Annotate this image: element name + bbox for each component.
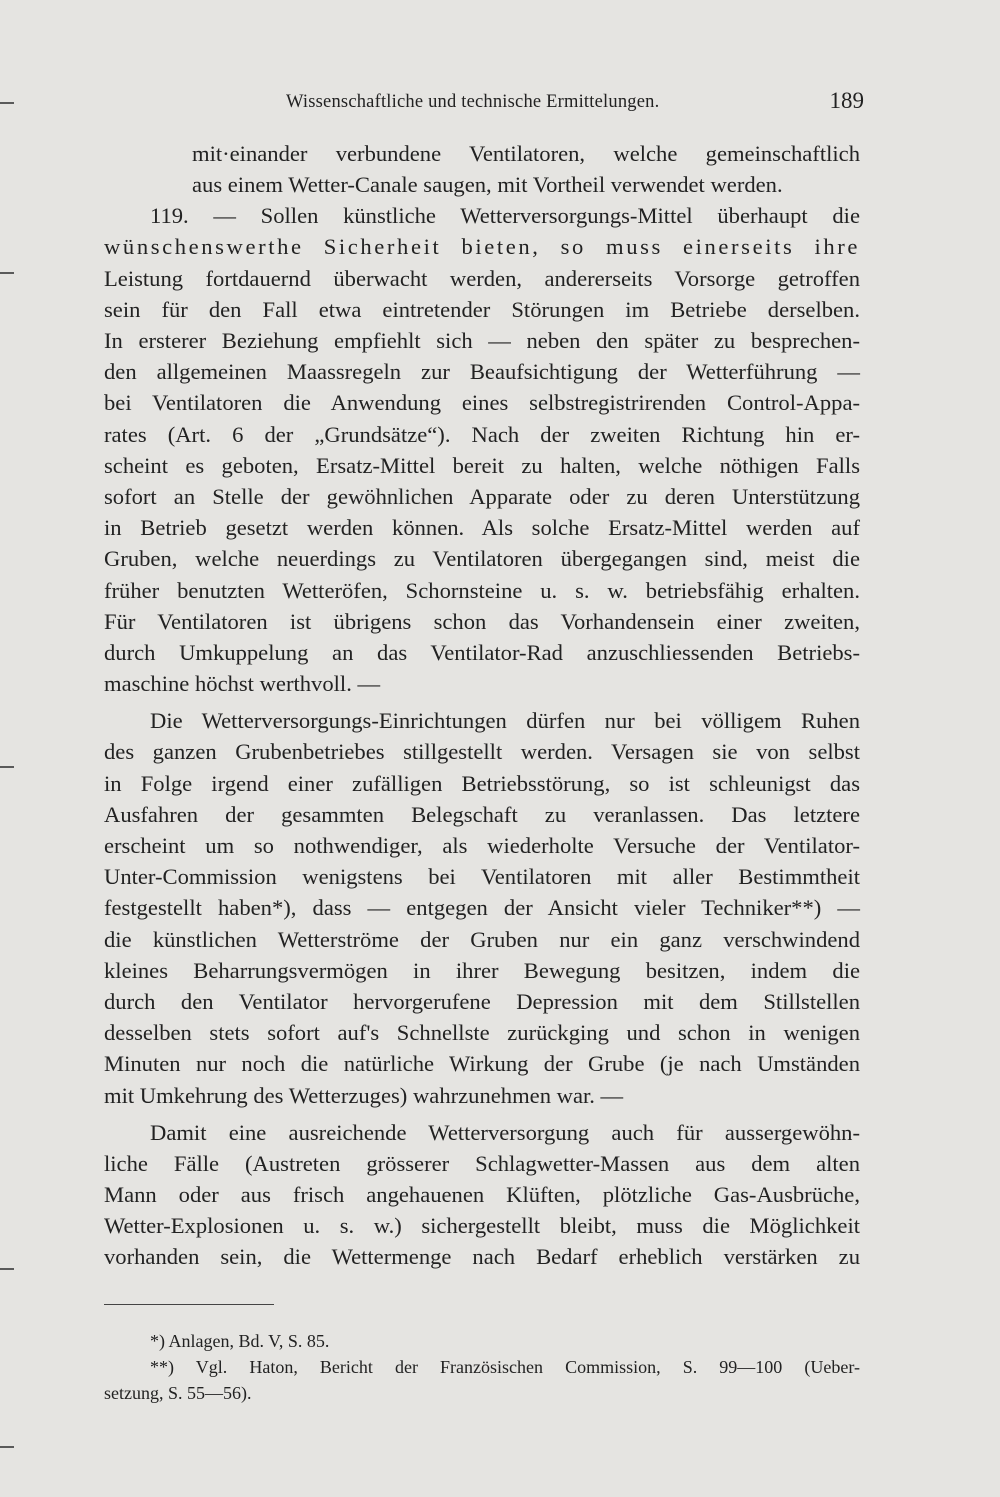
text-line: rates (Art. 6 der „Grundsätze“). Nach der zweiten Richtung hin er- xyxy=(104,422,860,447)
text-line: In ersterer Beziehung empfiehlt sich — neben den später zu besprechen- xyxy=(104,328,860,353)
text-line: festgestellt haben*), dass — entgegen der Ansicht vieler Techniker**) — xyxy=(104,895,860,920)
text-line: Damit eine ausreichende Wetterversorgung auch für aussergewöhn- xyxy=(150,1120,860,1145)
text-line: des ganzen Grubenbetriebes stillgestellt werden. Versagen sie von selbst xyxy=(104,739,860,764)
text-line: scheint es geboten, Ersatz-Mittel bereit zu halten, welche nöthigen Falls xyxy=(104,453,860,478)
text-line: Gruben, welche neuerdings zu Ventilatoren übergegangen sind, meist die xyxy=(104,546,860,571)
text-line: Leistung fortdauernd überwacht werden, andererseits Vorsorge getroffen xyxy=(104,266,860,291)
text-line: die künstlichen Wetterströme der Gruben nur ein ganz verschwindend xyxy=(104,927,860,952)
text-line: kleines Beharrungsvermögen in ihrer Bewegung besitzen, indem die xyxy=(104,958,860,983)
text-line: erscheint um so nothwendiger, als wiederholte Versuche der Ventilator- xyxy=(104,833,860,858)
text-line: Wetter-Explosionen u. s. w.) sichergestellt bleibt, muss die Möglichkeit xyxy=(104,1213,860,1238)
text-line: Für Ventilatoren ist übrigens schon das Vorhandensein einer zweiten, xyxy=(104,609,860,634)
text-line: Ausfahren der gesammten Belegschaft zu veranlassen. Das letztere xyxy=(104,802,860,827)
page-number: 189 xyxy=(829,88,864,113)
binding-mark xyxy=(0,1268,14,1270)
text-line: sofort an Stelle der gewöhnlichen Apparate oder zu deren Unterstützung xyxy=(104,484,860,509)
text-line: Minuten nur noch die natürliche Wirkung der Grube (je nach Umständen xyxy=(104,1051,860,1076)
text-line: bei Ventilatoren die Anwendung eines selbstregistrirenden Control-Appa- xyxy=(104,390,860,415)
text-line: früher benutzten Wetteröfen, Schornsteine u. s. w. betriebsfähig erhalten. xyxy=(104,578,860,603)
text-line: aus einem Wetter-Canale saugen, mit Vortheil verwendet werden. xyxy=(192,172,783,197)
text-line: in Folge irgend einer zufälligen Betriebsstörung, so ist schleunigst das xyxy=(104,771,860,796)
binding-mark xyxy=(0,102,14,104)
text-line: mit·einander verbundene Ventilatoren, welche gemeinschaftlich xyxy=(192,141,860,166)
text-line: liche Fälle (Austreten grösserer Schlagwetter-Massen aus dem alten xyxy=(104,1151,860,1176)
footnote-line: setzung, S. 55—56). xyxy=(104,1383,252,1403)
text-line: Mann oder aus frisch angehauenen Klüften, plötzliche Gas-Ausbrüche, xyxy=(104,1182,860,1207)
binding-mark xyxy=(0,272,14,274)
binding-mark xyxy=(0,766,14,768)
text-line: in Betrieb gesetzt werden können. Als solche Ersatz-Mittel werden auf xyxy=(104,515,860,540)
footnote-line: *) Anlagen, Bd. V, S. 85. xyxy=(150,1331,330,1351)
footnote-rule xyxy=(104,1304,274,1305)
emphasized-phrase: wünschenswerthe Sicherheit bieten, so muss einerseits ihre xyxy=(104,234,860,259)
text-line: Unter-Commission wenigstens bei Ventilatoren mit aller Bestimmtheit xyxy=(104,864,860,889)
text-line: mit Umkehrung des Wetterzuges) wahrzunehmen war. — xyxy=(104,1083,624,1108)
text-line: den allgemeinen Maassregeln zur Beaufsichtigung der Wetterführung — xyxy=(104,359,860,384)
text-line: Die Wetterversorgungs-Einrichtungen dürfen nur bei völligem Ruhen xyxy=(150,708,860,733)
text-line: durch Umkuppelung an das Ventilator-Rad anzuschliessenden Betriebs- xyxy=(104,640,860,665)
text-line: 119. — Sollen künstliche Wetterversorgungs-Mittel überhaupt die xyxy=(150,203,860,228)
text-line: sein für den Fall etwa eintretender Störungen im Betriebe derselben. xyxy=(104,297,860,322)
text-line: maschine höchst werthvoll. — xyxy=(104,671,381,696)
text-line: desselben stets sofort auf's Schnellste zurückging und schon in wenigen xyxy=(104,1020,860,1045)
text-line xyxy=(104,231,860,262)
running-title: Wissenschaftliche und technische Ermittelungen. xyxy=(286,92,660,112)
footnote-line: **) Vgl. Haton, Bericht der Französischen Commission, S. 99—100 (Ueber- xyxy=(150,1357,860,1377)
text-line: durch den Ventilator hervorgerufene Depression mit dem Stillstellen xyxy=(104,989,860,1014)
text-line: vorhanden sein, die Wettermenge nach Bedarf erheblich verstärken zu xyxy=(104,1244,860,1269)
binding-mark xyxy=(0,1446,14,1448)
running-head xyxy=(104,90,864,116)
